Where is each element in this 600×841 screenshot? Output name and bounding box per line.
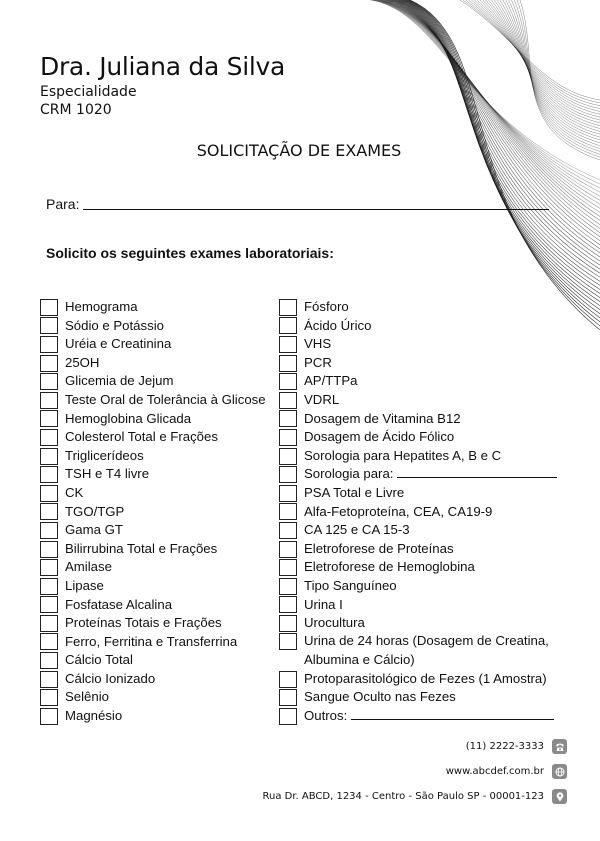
exam-checkbox[interactable] (279, 466, 297, 483)
exam-item-urina-de-24-horas-dosagem-de-creatina-albumina-e-calcio (279, 633, 579, 670)
exam-checkbox[interactable] (40, 336, 58, 353)
exam-label-text: Triglicerídeos (65, 447, 144, 463)
exam-item-protoparasitologico-de-fezes-1-amostra (279, 670, 579, 689)
exam-item-sorologia-para (279, 465, 579, 484)
exam-label (65, 651, 133, 670)
wave-line (466, 0, 600, 106)
exam-item-ap-ttpa (279, 372, 579, 391)
exam-label (304, 632, 562, 669)
exam-label-text: Urocultura (304, 615, 365, 631)
exam-item-outros (279, 707, 579, 726)
exam-label (304, 558, 475, 577)
wave-line (395, 0, 600, 273)
wave-line (389, 0, 600, 253)
contact-website (446, 764, 567, 779)
exam-item-teste-oral-de-tolerancia-a-glicose (40, 391, 280, 410)
exam-item-sorologia-para-hepatites-a-b-e-c (279, 447, 579, 466)
exam-label-text: Ácido Úrico (304, 317, 372, 333)
doctor-crm: CRM 1020 (40, 102, 112, 118)
exam-label (65, 633, 237, 652)
exam-label (65, 428, 218, 447)
exam-checkbox[interactable] (40, 522, 58, 539)
exam-label-text: Tipo Sanguíneo (304, 577, 397, 593)
exam-checkbox[interactable] (279, 671, 297, 688)
exam-label (65, 465, 149, 484)
exam-checkbox[interactable] (279, 559, 297, 576)
exam-checkbox[interactable] (40, 708, 58, 725)
exam-label (304, 521, 410, 540)
exam-item-amilase (40, 558, 280, 577)
exam-item-dosagem-de-vitamina-b12 (279, 410, 579, 429)
exam-checkbox[interactable] (279, 689, 297, 706)
wave-line (509, 0, 600, 149)
exam-item-psa-total-e-livre (279, 484, 579, 503)
exam-item-calcio-total (40, 651, 280, 670)
para-label: Para: (46, 196, 80, 212)
exam-label (304, 317, 371, 336)
wave-line (396, 0, 600, 277)
exam-label (65, 372, 173, 391)
exam-label (304, 540, 454, 559)
exam-label-text: Outros: (304, 708, 348, 724)
exam-item-colesterol-total-e-fracoes (40, 428, 280, 447)
exam-checkbox[interactable] (279, 336, 297, 353)
map-pin-icon (552, 789, 567, 804)
exam-label-text: Hemoglobina Glicada (65, 410, 192, 426)
exam-label (65, 447, 144, 466)
exam-checkbox[interactable] (279, 410, 297, 427)
exam-label-text: Fósforo (304, 299, 349, 314)
exam-label-text: Urina I (304, 596, 343, 612)
exam-item-fosforo (279, 298, 579, 317)
exam-checkbox[interactable] (40, 355, 58, 372)
exam-item-dosagem-de-acido-folico (279, 428, 579, 447)
exam-item-hemograma (40, 298, 280, 317)
exam-label (65, 670, 155, 689)
exam-label-text: Cálcio Ionizado (65, 670, 156, 686)
exam-item-calcio-ionizado (40, 670, 280, 689)
exam-checkbox[interactable] (279, 392, 297, 409)
exam-label (65, 614, 222, 633)
exam-checkbox[interactable] (279, 503, 297, 520)
exam-label (65, 577, 104, 596)
exam-item-vdrl (279, 391, 579, 410)
exam-item-triglicerideos (40, 447, 280, 466)
exam-checkbox[interactable] (40, 299, 58, 316)
exam-checkbox[interactable] (40, 503, 58, 520)
exam-label (304, 428, 454, 447)
exam-label-text: Dosagem de Ácido Fólico (304, 429, 455, 445)
exam-checkbox[interactable] (279, 485, 297, 502)
exam-checkbox[interactable] (279, 522, 297, 539)
exam-checkbox[interactable] (40, 448, 58, 465)
exam-checkbox[interactable] (40, 689, 58, 706)
wave-line (483, 0, 600, 123)
exam-item-alfa-fetoproteina-cea-ca19-9 (279, 503, 579, 522)
intro-text: Solicito os seguintes exames laboratoriais: (46, 245, 334, 261)
exam-item-hemoglobina-glicada (40, 410, 280, 429)
exam-label-text: Lipase (65, 577, 104, 593)
exam-checkbox[interactable] (40, 410, 58, 427)
exam-label (65, 298, 138, 317)
exam-label-text: PSA Total e Livre (304, 484, 405, 500)
exam-item-magnesio (40, 707, 280, 726)
exam-label-text: CA 125 e CA 15-3 (304, 522, 410, 538)
wave-line (383, 0, 600, 229)
exam-label (304, 484, 404, 503)
exam-item-ck (40, 484, 280, 503)
exam-checkbox[interactable] (40, 633, 58, 650)
contact-phone (466, 739, 567, 754)
exam-label-text: Sorologia para: (304, 466, 394, 482)
doctor-specialty: Especialidade (40, 84, 137, 100)
exam-item-eletroforese-de-proteinas (279, 540, 579, 559)
wave-line (486, 0, 600, 126)
exam-checkbox[interactable] (40, 596, 58, 613)
exam-item-gama-gt (40, 521, 280, 540)
exam-label (304, 503, 492, 522)
exam-label (304, 298, 349, 317)
exam-label (65, 521, 123, 540)
exam-label-text: CK (65, 484, 84, 500)
exam-checkbox[interactable] (40, 429, 58, 446)
wave-line (374, 0, 600, 196)
exam-checkbox[interactable] (279, 373, 297, 390)
exam-item-sodio-e-potassio (40, 317, 280, 336)
exam-item-ureia-e-creatinina (40, 335, 280, 354)
exam-label (65, 410, 191, 429)
exam-item-tipo-sanguineo (279, 577, 579, 596)
exam-label-text: Cálcio Total (65, 652, 133, 668)
wave-line (503, 0, 600, 143)
exam-item-vhs (279, 335, 579, 354)
right-exam-list (279, 298, 579, 726)
para-field-line[interactable] (83, 209, 549, 210)
exam-fill-line[interactable] (351, 707, 554, 720)
exam-checkbox[interactable] (279, 429, 297, 446)
left-exam-list (40, 298, 280, 726)
exam-label (65, 391, 266, 410)
exam-label-text: Sorologia para Hepatites A, B e C (304, 447, 502, 463)
wave-line (517, 0, 600, 157)
exam-label (65, 335, 171, 354)
exam-label (304, 465, 557, 484)
phone-icon (552, 739, 567, 754)
exam-checkbox[interactable] (279, 448, 297, 465)
wave-line (514, 0, 600, 154)
exam-label-text: Sódio e Potássio (65, 317, 164, 333)
exam-label-text: Hemograma (65, 299, 138, 314)
exam-checkbox[interactable] (40, 317, 58, 334)
exam-label-text: Sangue Oculto nas Fezes (304, 689, 456, 705)
exam-item-bilirrubina-total-e-fracoes (40, 540, 280, 559)
exam-label-text: AP/TTPa (304, 373, 358, 389)
exam-label-text: Dosagem de Vitamina B12 (304, 410, 461, 426)
exam-label-text: Bilirrubina Total e Frações (65, 540, 218, 556)
wave-line (408, 0, 600, 322)
exam-label-text: Protoparasitológico de Fezes (1 Amostra) (304, 670, 547, 686)
exam-label (65, 558, 112, 577)
exam-item-urina-i (279, 596, 579, 615)
exam-label (304, 447, 501, 466)
exam-label (65, 540, 217, 559)
exam-label-text: Eletroforese de Hemoglobina (304, 559, 475, 575)
exam-label-text: Selênio (65, 689, 109, 705)
wave-line (384, 0, 600, 233)
contact-address (263, 789, 568, 804)
exam-checkbox[interactable] (40, 615, 58, 632)
exam-checkbox[interactable] (40, 373, 58, 390)
exam-label-text: PCR (304, 354, 332, 370)
exam-label-text: Eletroforese de Proteínas (304, 540, 454, 556)
exam-label (304, 372, 358, 391)
exam-label (304, 707, 554, 726)
exam-checkbox[interactable] (279, 299, 297, 316)
exam-checkbox[interactable] (279, 317, 297, 334)
exam-checkbox[interactable] (279, 596, 297, 613)
exam-label (304, 410, 461, 429)
exam-label-text: Gama GT (65, 522, 123, 538)
exam-label (65, 317, 164, 336)
exam-label-text: Magnésio (65, 708, 123, 724)
exam-checkbox[interactable] (279, 541, 297, 558)
exam-item-ferro-ferritina-e-transferrina (40, 633, 280, 652)
exam-label-text: Proteínas Totais e Frações (65, 615, 222, 631)
exam-checkbox[interactable] (40, 541, 58, 558)
wave-line (392, 0, 600, 261)
exam-item-tsh-e-t4-livre (40, 465, 280, 484)
exam-item-fosfatase-alcalina (40, 596, 280, 615)
exam-label-text: 25OH (65, 354, 100, 370)
exam-checkbox[interactable] (40, 485, 58, 502)
exam-label-text: Alfa-Fetoproteína, CEA, CA19-9 (304, 503, 493, 519)
exam-item-glicemia-de-jejum (40, 372, 280, 391)
exam-label-text: Colesterol Total e Frações (65, 429, 218, 445)
exam-checkbox[interactable] (40, 652, 58, 669)
exam-label (65, 503, 124, 522)
exam-label (304, 670, 547, 689)
exam-checkbox[interactable] (279, 633, 297, 650)
address-text: Rua Dr. ABCD, 1234 - Centro - São Paulo SP - 00001-123 (262, 791, 544, 802)
exam-checkbox[interactable] (40, 466, 58, 483)
exam-item-pcr (279, 354, 579, 373)
exam-label-text: VDRL (304, 391, 340, 407)
globe-icon (552, 764, 567, 779)
exam-label (304, 391, 339, 410)
exam-label-text: Glicemia de Jejum (65, 373, 174, 389)
exam-item-urocultura (279, 614, 579, 633)
exam-label-text: Teste Oral de Tolerância à Glicose (65, 391, 266, 407)
exam-label (304, 596, 343, 615)
wave-line (460, 0, 600, 100)
exam-label-text: Uréia e Creatinina (65, 336, 172, 352)
exam-item-lipase (40, 577, 280, 596)
exam-label (65, 484, 83, 503)
exam-label (65, 354, 99, 373)
exam-label-text: TGO/TGP (65, 503, 125, 519)
exam-item-25oh (40, 354, 280, 373)
exam-label (304, 577, 397, 596)
exam-checkbox[interactable] (279, 615, 297, 632)
wave-line (375, 0, 600, 200)
wave-line (463, 0, 600, 103)
phone-text: (11) 2222-3333 (465, 741, 544, 752)
exam-label-text: Urina de 24 horas (Dosagem de Creatina, Albumina e Cálcio) (304, 633, 549, 667)
exam-label (304, 688, 456, 707)
exam-label (65, 688, 109, 707)
exam-label (65, 707, 122, 726)
exam-item-sangue-oculto-nas-fezes (279, 688, 579, 707)
exam-label-text: Fosfatase Alcalina (65, 596, 173, 612)
exam-checkbox[interactable] (279, 355, 297, 372)
exam-checkbox[interactable] (40, 671, 58, 688)
exam-label-text: Amilase (65, 559, 112, 575)
wave-line (376, 0, 600, 204)
exam-item-tgo-tgp (40, 503, 280, 522)
exam-checkbox[interactable] (40, 578, 58, 595)
exam-checkbox[interactable] (40, 559, 58, 576)
exam-label (304, 354, 332, 373)
exam-label (304, 614, 365, 633)
exam-item-ca-125-e-ca-15-3 (279, 521, 579, 540)
exam-item-acido-urico (279, 317, 579, 336)
document-title: SOLICITAÇÃO DE EXAMES (196, 141, 402, 160)
exam-fill-line[interactable] (397, 465, 557, 478)
exam-label-text: Ferro, Ferritina e Transferrina (65, 633, 238, 649)
exam-label (304, 335, 331, 354)
exam-checkbox[interactable] (279, 708, 297, 725)
exam-checkbox[interactable] (40, 392, 58, 409)
exam-item-proteinas-totais-e-fracoes (40, 614, 280, 633)
exam-label-text: TSH e T4 livre (65, 466, 150, 482)
exam-checkbox[interactable] (279, 578, 297, 595)
decorative-wave-graphic (370, 0, 600, 330)
doctor-name: Dra. Juliana da Silva (40, 52, 285, 81)
exam-item-selenio (40, 688, 280, 707)
exam-label (65, 596, 172, 615)
website-text: www.abcdef.com.br (445, 766, 544, 777)
exam-label-text: VHS (304, 336, 332, 352)
exam-item-eletroforese-de-hemoglobina (279, 558, 579, 577)
